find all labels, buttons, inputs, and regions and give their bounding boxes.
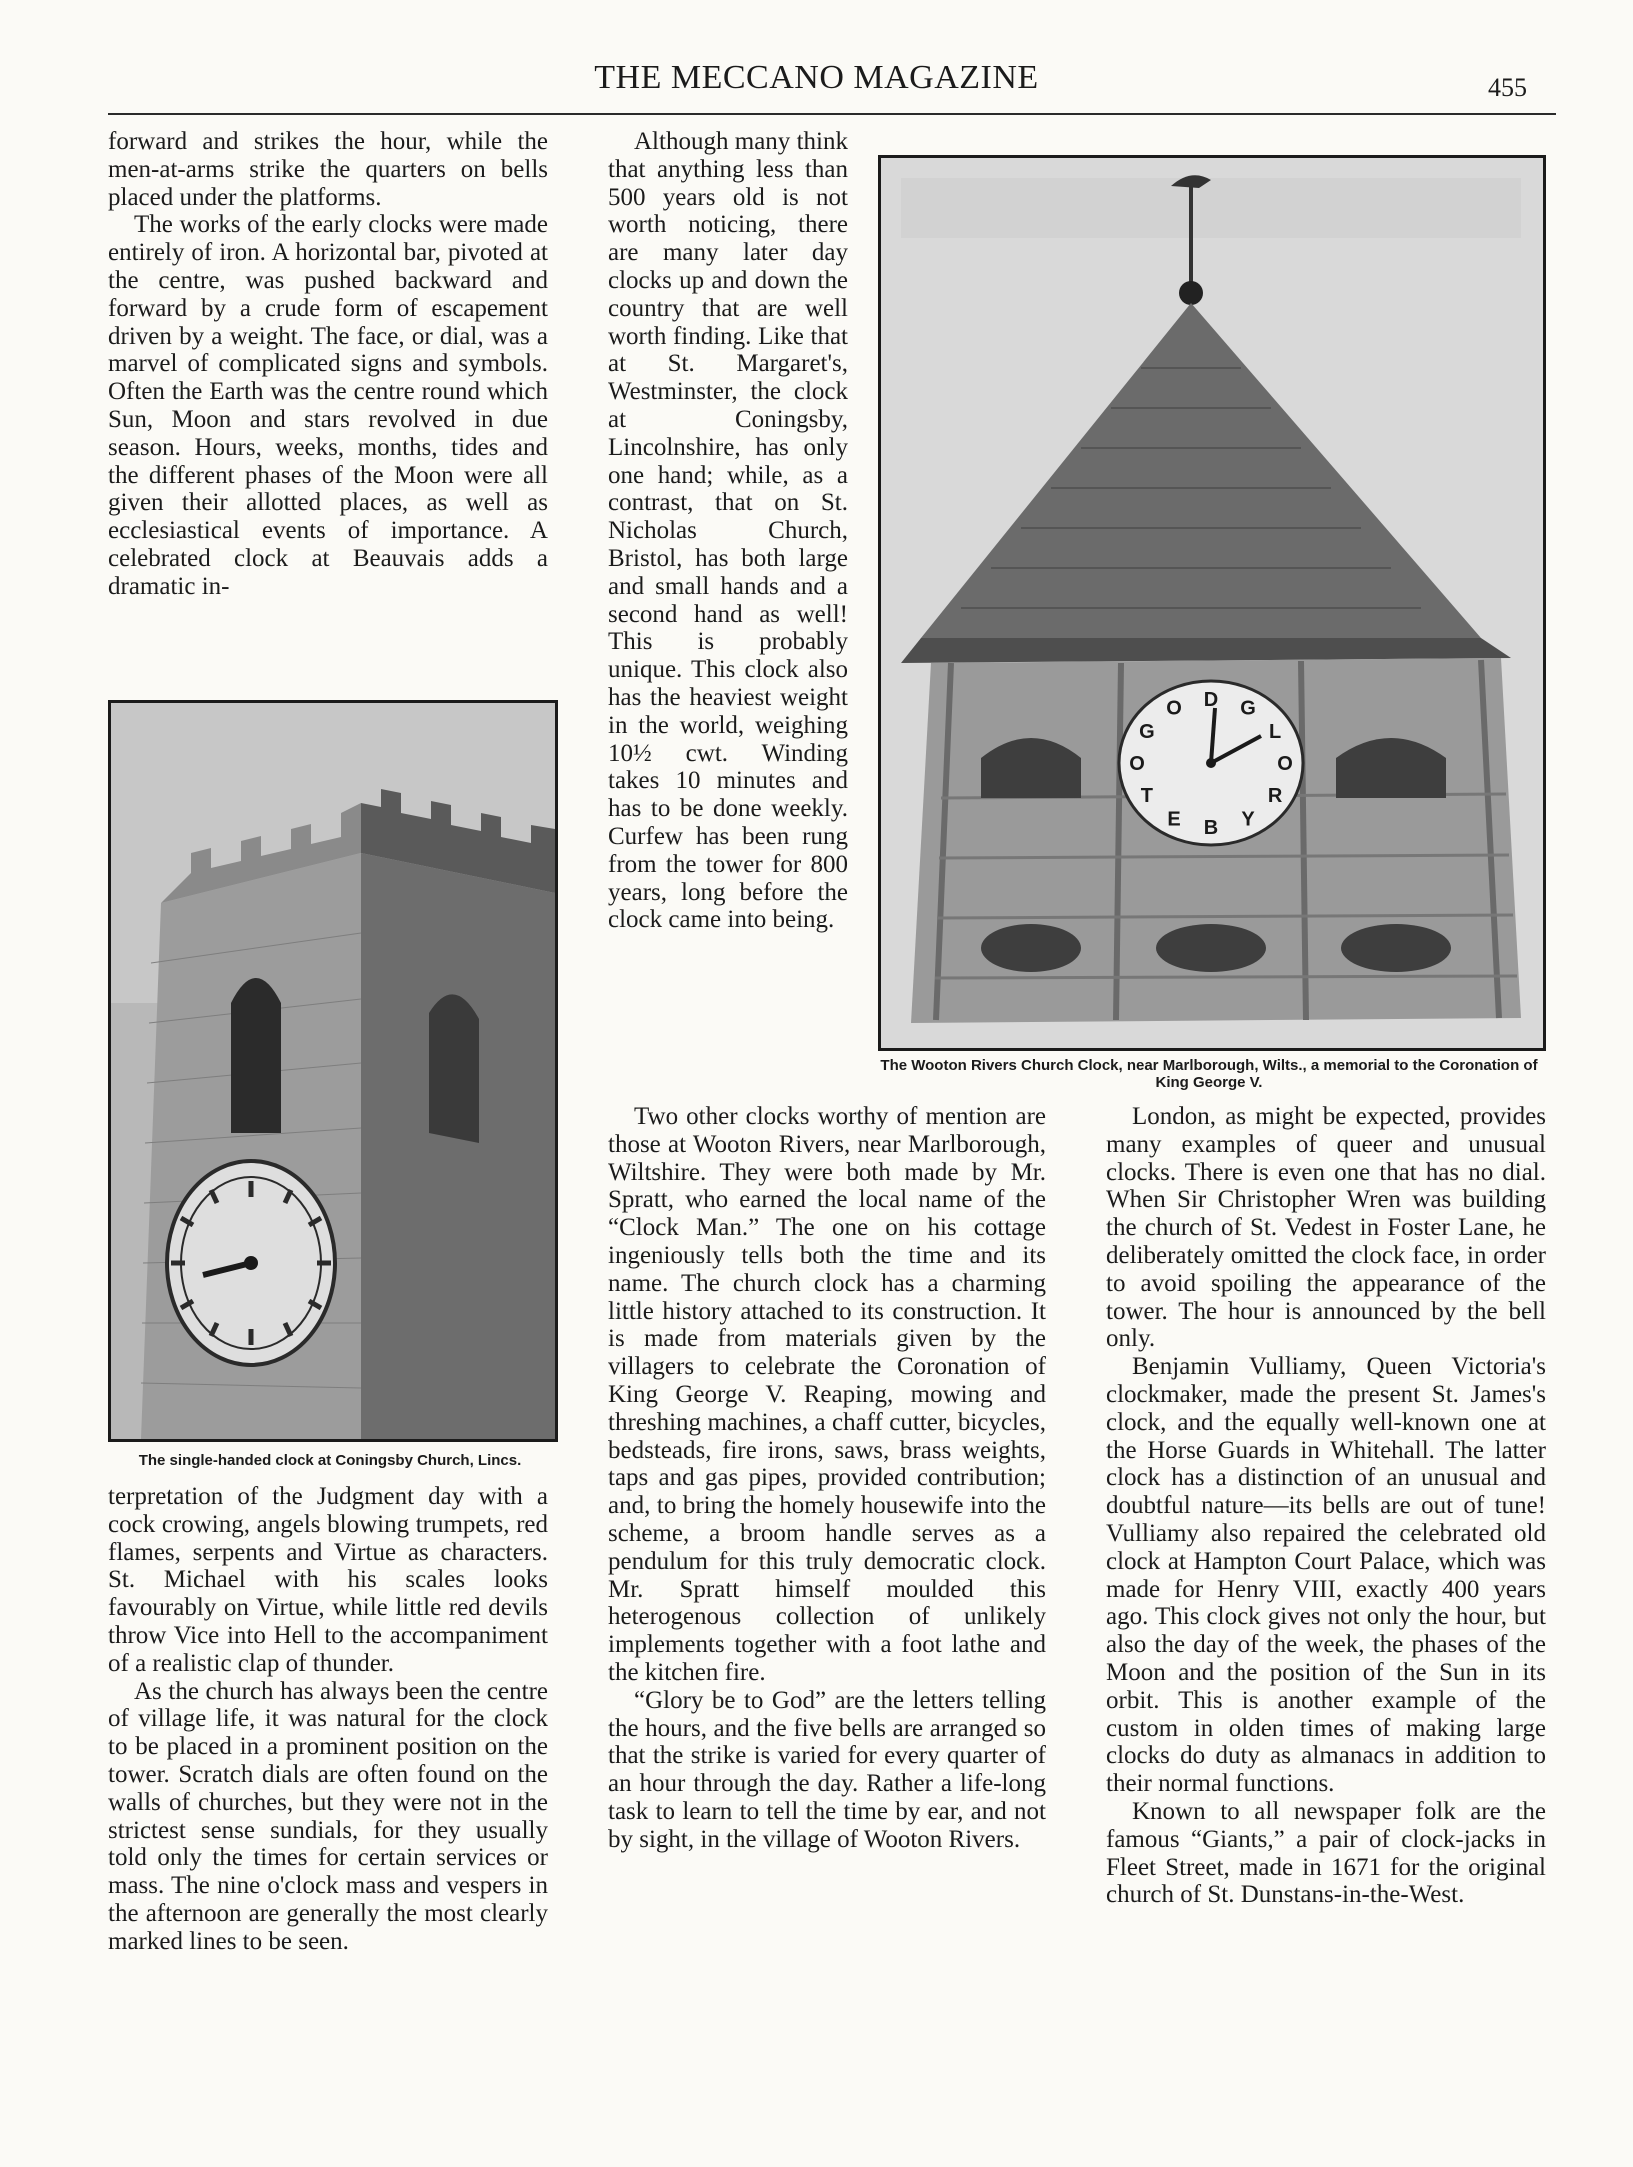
- dial-letter: T: [1140, 785, 1154, 807]
- paragraph: terpretation of the Judgment day with a cock crowing, angels blowing trumpets, red flames, serpents and Virtue as characters. St. Michael with his scales looks favourably on Virtue, while little red devils throw Vice into Hell to the accompaniment of a realistic clap of thunder.: [108, 1483, 548, 1677]
- church-tower-clock-illustration: [111, 703, 555, 1439]
- dial-letter: G: [1139, 721, 1155, 743]
- wooton-caption: The Wooton Rivers Church Clock, near Marlborough, Wilts., a memorial to the Coronation of King George V.: [880, 1057, 1538, 1091]
- paragraph: Two other clocks worthy of mention are those at Wooton Rivers, near Marlborough, Wiltshire. They were both made by Mr. Spratt, who earned the local name of the “Clock Man.” The one on his cottage ingeniously tells both the time and its name. The church clock has a charming little history attached to its construction. It is made from materials given by the villagers to celebrate the Coronation of King George V. Reaping, mowing and threshing machines, a chaff cutter, bicycles, bedsteads, fire irons, saws, brass weights, taps and gas pipes, provided contribution; and, to bring the homely housewife into the scheme, a broom handle serves as a pendulum for this truly democratic clock. Mr. Spratt himself moulded this heterogenous collection of unlikely implements together with a foot lathe and the kitchen fire.: [608, 1103, 1046, 1686]
- paragraph: forward and strikes the hour, while the men-at-arms strike the quarters on bells placed under the platforms.: [108, 128, 548, 211]
- dial-letter: O: [1277, 753, 1293, 775]
- paragraph: The works of the early clocks were made entirely of iron. A horizontal bar, pivoted at the centre, was pushed backward and forward by a crude form of escapement driven by a weight. The face, or dial, was a marvel of complicated signs and symbols. Often the Earth was the centre round which Sun, Moon and stars revolved in due season. Hours, weeks, months, tides and the different phases of the Moon were all given their allotted places, as well as ecclesiastical events of importance. A celebrated clock at Beauvais adds a dramatic in-: [108, 211, 548, 600]
- wooden-clock-tower-illustration: [881, 158, 1543, 1048]
- column-2-narrow: [608, 128, 848, 934]
- paragraph: Benjamin Vulliamy, Queen Victoria's clockmaker, made the present St. James's clock, and the equally well-known one at the Horse Guards in Whitehall. The latter clock has a distinction of an unusual and doubtful nature—its bells are out of tune! Vulliamy also repaired the celebrated old clock at Hampton Court Palace, which was made for Henry VIII, exactly 400 years ago. This clock gives not only the hour, but also the day of the week, the phases of the Moon and the position of the Sun in its orbit. This is another example of the custom in olden times of making large clocks do duty as almanacs in addition to their normal functions.: [1106, 1353, 1546, 1798]
- paragraph: “Glory be to God” are the letters telling the hours, and the five bells are arranged so that the strike is varied for every quarter of an hour through the day. Rather a life-long task to learn to tell the time by ear, and not by sight, in the village of Wooton Rivers.: [608, 1686, 1046, 1853]
- dial-letter: G: [1240, 697, 1256, 720]
- magazine-title: THE MECCANO MAGAZINE: [594, 59, 1039, 96]
- dial-letter: L: [1268, 721, 1282, 743]
- column-1-bottom: [108, 1483, 548, 1956]
- coningsby-church-photo: [108, 700, 558, 1442]
- column-2-bottom: [608, 1103, 1046, 1854]
- paragraph: As the church has always been the centre of village life, it was natural for the clock to be placed in a prominent position on the tower. Scratch dials are often found on the walls of churches, but they were not in the strictest sense sundials, for they usually told only the times for certain services or mass. The nine o'clock mass and vespers in the afternoon are generally the most clearly marked lines to be seen.: [108, 1677, 548, 1955]
- dial-letter: B: [1203, 817, 1219, 839]
- column-1-top: [108, 128, 548, 601]
- paragraph: Known to all newspaper folk are the famous “Giants,” a pair of clock-jacks in Fleet Street, made in 1671 for the original church of St. Dunstans-in-the-West.: [1106, 1797, 1546, 1909]
- paragraph: Although many think that anything less than 500 years old is not worth noticing, there are many later day clocks up and down the country that are well worth finding. Like that at St. Margaret's, Westminster, the clock at Coningsby, Lincolnshire, has only one hand; while, as a contrast, that on St. Nicholas Church, Bristol, has both large and small hands and a second hand as well! This is probably unique. This clock also has the heaviest weight in the world, weighing 10½ cwt. Winding takes 10 minutes and has to be done weekly. Curfew has been rung from the tower for 800 years, long before the clock came into being.: [608, 128, 848, 934]
- dial-letter: D: [1203, 689, 1219, 711]
- paragraph: London, as might be expected, provides many examples of queer and unusual clocks. There is even one that has no dial. When Sir Christopher Wren was building the church of St. Vedest in Foster Lane, he deliberately omitted the clock face, in order to avoid spoiling the appearance of the tower. The hour is announced by the bell only.: [1106, 1103, 1546, 1353]
- coningsby-caption: The single-handed clock at Coningsby Church, Lincs.: [138, 1452, 522, 1469]
- column-3: [1106, 1103, 1546, 1909]
- dial-letter: Y: [1241, 808, 1255, 831]
- dial-letter: R: [1267, 785, 1283, 807]
- dial-letter: O: [1129, 753, 1145, 775]
- wooton-rivers-photo: [878, 155, 1546, 1051]
- dial-letter: E: [1167, 808, 1181, 831]
- page-number: 455: [1488, 73, 1527, 102]
- header-rule: [108, 113, 1556, 115]
- dial-letter: O: [1166, 697, 1182, 720]
